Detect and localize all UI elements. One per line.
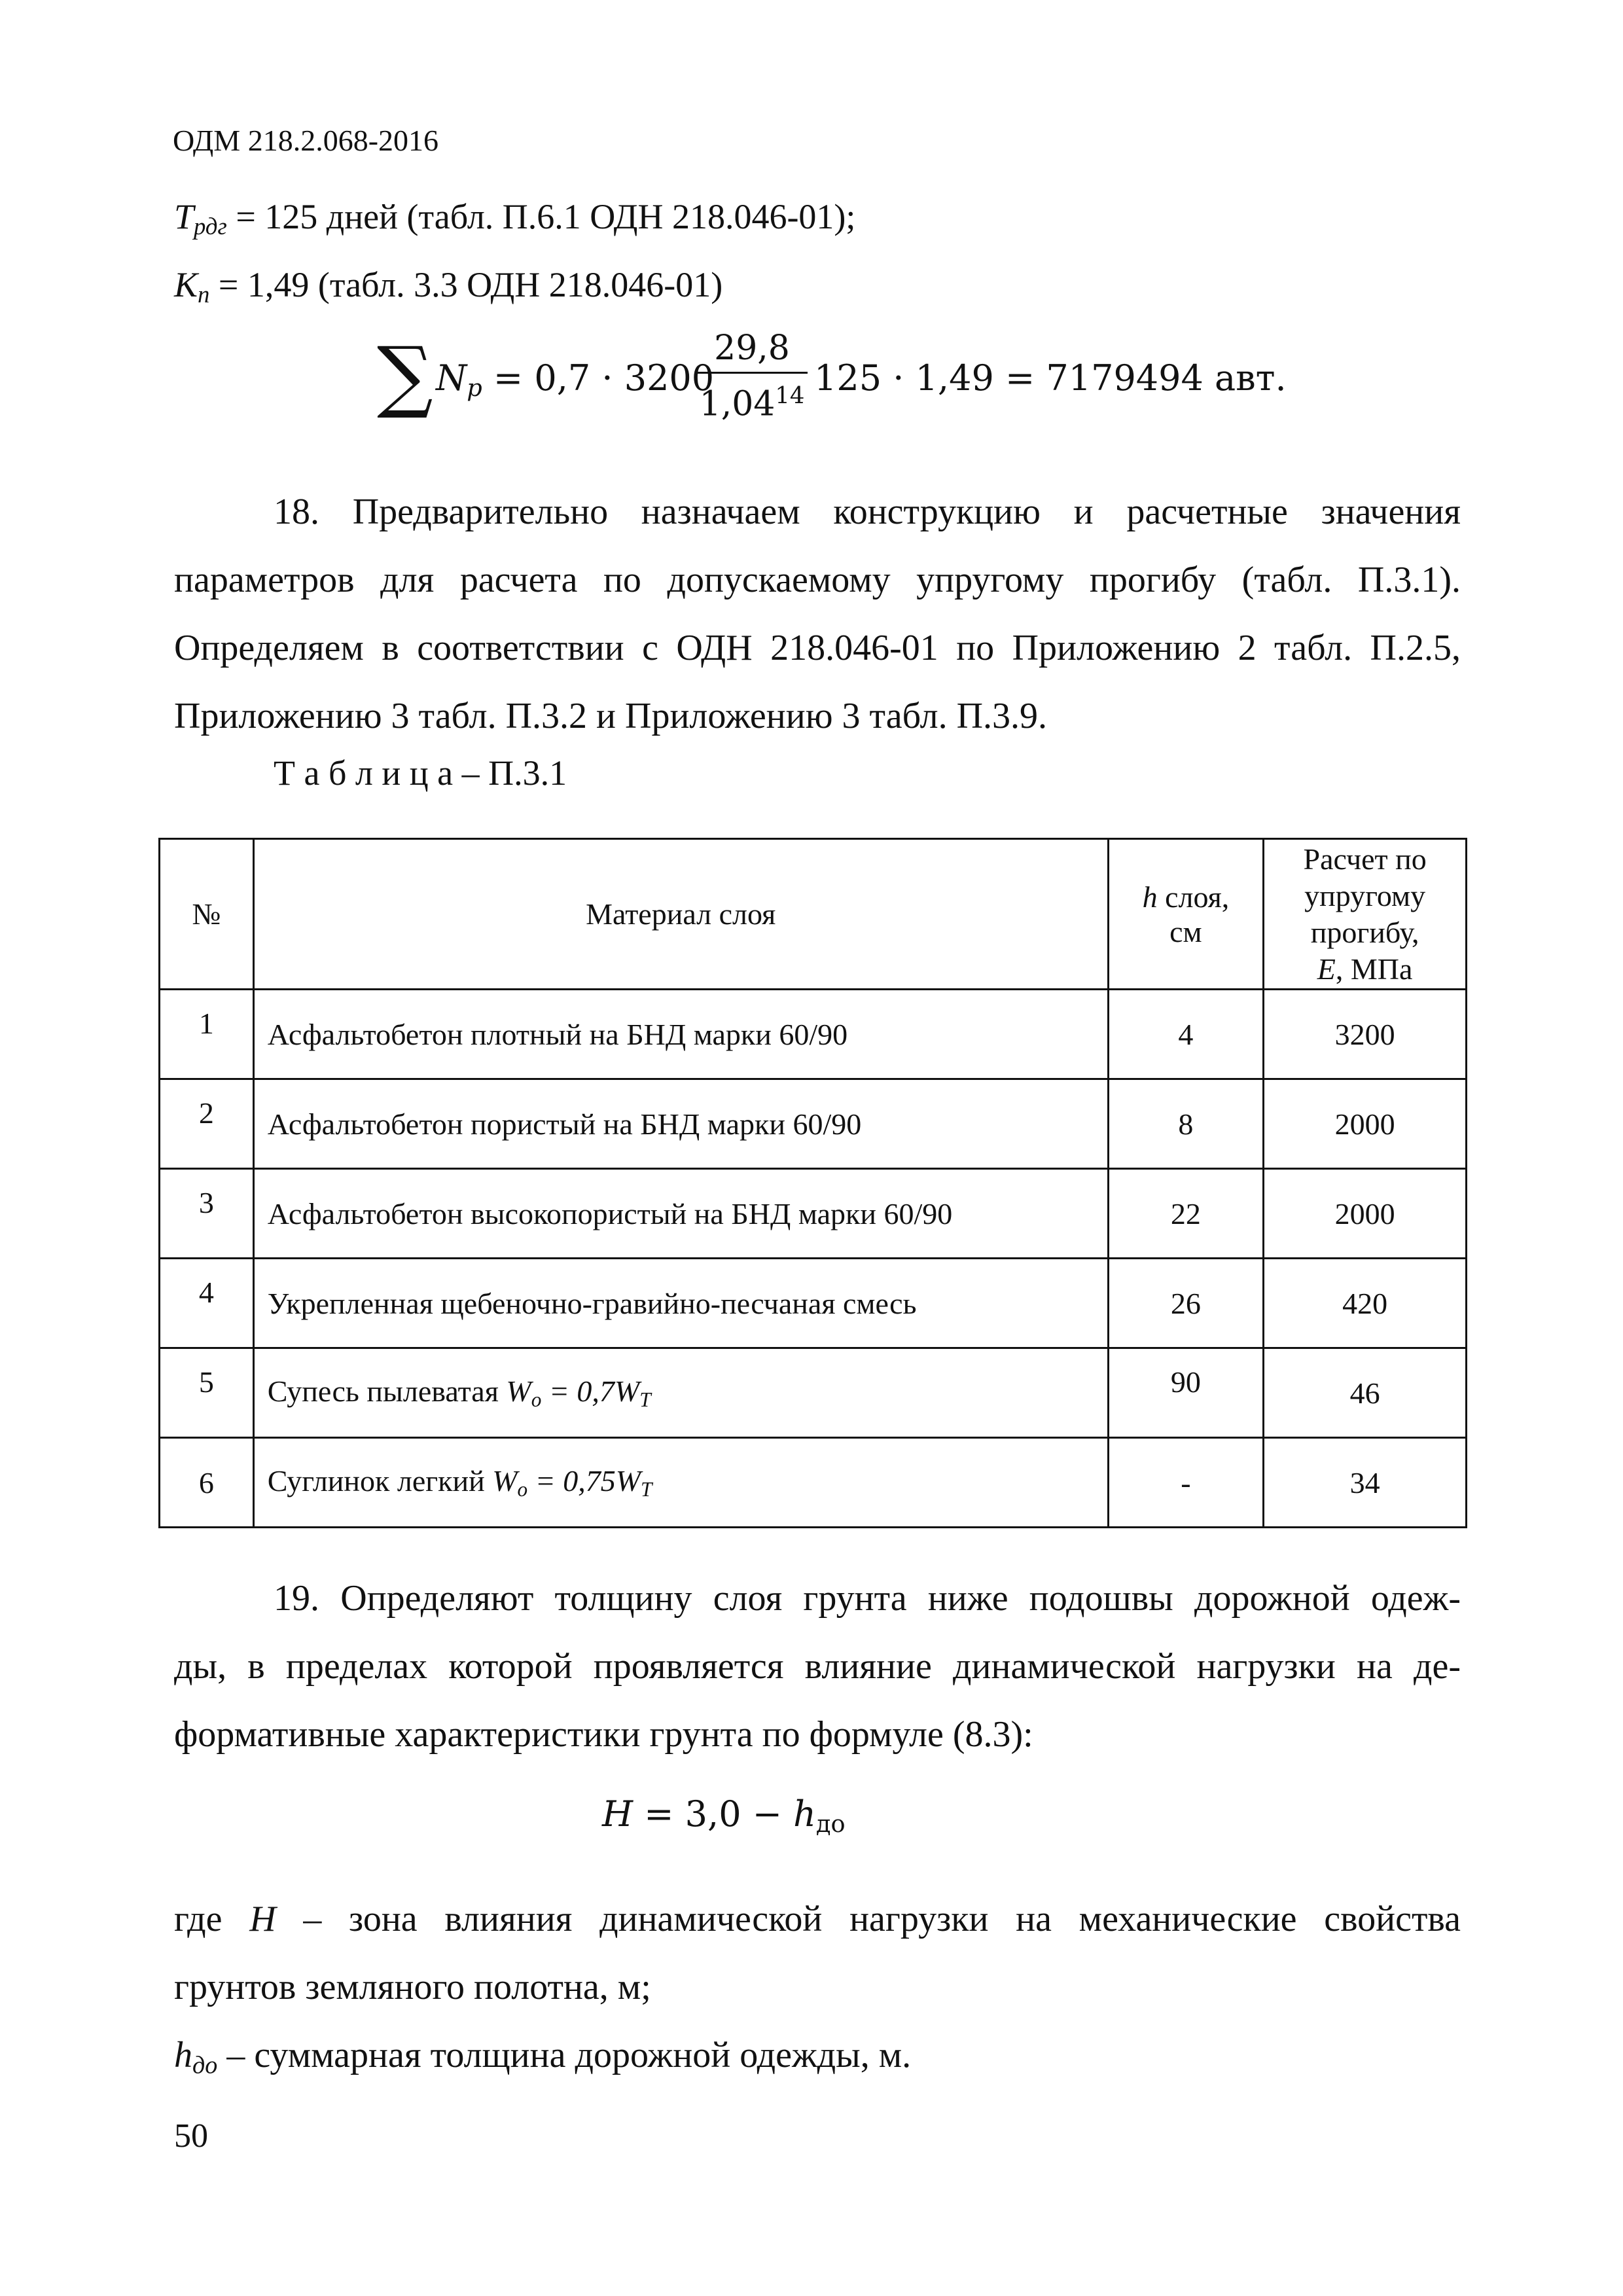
row-h: 4 bbox=[1108, 990, 1264, 1079]
layers-table bbox=[158, 838, 1467, 1528]
row-e: 34 bbox=[1264, 1438, 1467, 1528]
where-line-2: грунтов земляного полотна, м; bbox=[174, 1967, 651, 2007]
row-h: 26 bbox=[1108, 1259, 1264, 1348]
k-n-line bbox=[174, 264, 722, 308]
row-num: 3 bbox=[160, 1169, 254, 1259]
sigma-symbol: ∑ bbox=[377, 331, 433, 422]
table-row bbox=[160, 1259, 1467, 1348]
t-text: = 125 дней (табл. П.6.1 ОДН 218.046-01); bbox=[226, 197, 856, 236]
row-e: 46 bbox=[1264, 1348, 1467, 1438]
k-symbol: K bbox=[174, 265, 198, 304]
table-row bbox=[160, 1438, 1467, 1528]
row-num: 5 bbox=[160, 1348, 254, 1438]
table-row bbox=[160, 1079, 1467, 1169]
table-row bbox=[160, 1169, 1467, 1259]
row-h: 22 bbox=[1108, 1169, 1264, 1259]
row-e: 2000 bbox=[1264, 1169, 1467, 1259]
formula-rhs: 125 · 1,49 = 7179494 авт. bbox=[814, 357, 1287, 399]
row-material: Укрепленная щебеночно-гравийно-песчаная смесь bbox=[253, 1259, 1108, 1348]
para-18-line-2: параметров для расчета по допускаемому упругому прогибу (табл. П.3.1). bbox=[174, 560, 1461, 600]
fraction-denominator: 1,04$^{14}$ bbox=[696, 372, 808, 426]
row-e: 2000 bbox=[1264, 1079, 1467, 1169]
para-18-line-3: Определяем в соответствии с ОДН 218.046-01 по Приложению 2 табл. П.2.5, bbox=[174, 628, 1461, 668]
where-line-3: $h_{до}$ – суммарная толщина дорожной одежды, м. bbox=[174, 2035, 912, 2079]
header-num: № bbox=[160, 839, 254, 990]
row-material: Асфальтобетон плотный на БНД марки 60/90 bbox=[253, 990, 1108, 1079]
header-material: Материал слоя bbox=[253, 839, 1108, 990]
table-header-row bbox=[160, 839, 1467, 990]
header-h: h слоя, см bbox=[1108, 839, 1264, 990]
k-subscript: n bbox=[198, 281, 210, 308]
t-symbol: T bbox=[174, 197, 194, 236]
row-material: Асфальтобетон высокопористый на БНД марки 60/90 bbox=[253, 1169, 1108, 1259]
para-18-line-4: Приложению 3 табл. П.3.2 и Приложению 3 табл. П.3.9. bbox=[174, 696, 1048, 736]
formula-lhs: $N_p = 0,7 \cdot 3200$ bbox=[436, 357, 715, 403]
para-19-line-3: формативные характеристики грунта по формуле (8.3): bbox=[174, 1714, 1033, 1755]
h-formula-mid: = 3,0 − bbox=[633, 1793, 794, 1835]
para-19-line-2: ды, в пределах которой проявляется влияние динамической нагрузки на де- bbox=[174, 1646, 1461, 1687]
t-rdg-line bbox=[174, 196, 855, 240]
row-h: 90 bbox=[1108, 1348, 1264, 1438]
t-subscript: рдг bbox=[194, 213, 227, 240]
row-material: Асфальтобетон пористый на БНД марки 60/90 bbox=[253, 1079, 1108, 1169]
table-row bbox=[160, 1348, 1467, 1438]
row-num: 6 bbox=[160, 1438, 254, 1528]
fraction bbox=[696, 327, 808, 426]
h-formula-var2: h bbox=[793, 1793, 816, 1835]
table-row bbox=[160, 990, 1467, 1079]
row-e: 420 bbox=[1264, 1259, 1467, 1348]
header-calc: Расчет по упругому прогибу, E, МПа bbox=[1264, 839, 1467, 990]
k-text: = 1,49 (табл. 3.3 ОДН 218.046-01) bbox=[209, 265, 723, 304]
row-h: 8 bbox=[1108, 1079, 1264, 1169]
table-caption: Т а б л и ц а – П.3.1 bbox=[274, 753, 567, 793]
h-formula-var: H bbox=[602, 1793, 633, 1835]
row-num: 4 bbox=[160, 1259, 254, 1348]
where-line-1: где H – зона влияния динамической нагрузки на механические свойства bbox=[174, 1899, 1461, 1939]
para-19-line-1: 19. Определяют толщину слоя грунта ниже подошвы дорожной одеж- bbox=[274, 1578, 1461, 1619]
h-formula-sub: до bbox=[815, 1810, 846, 1839]
row-num: 2 bbox=[160, 1079, 254, 1169]
fraction-numerator: 29,8 bbox=[714, 329, 790, 368]
row-e: 3200 bbox=[1264, 990, 1467, 1079]
row-h: - bbox=[1108, 1438, 1264, 1528]
page-number: 50 bbox=[174, 2117, 208, 2155]
row-material: Супесь пылеватая $W_o = 0,7W_T$ bbox=[253, 1348, 1108, 1438]
document-header: ОДМ 218.2.068-2016 bbox=[173, 124, 439, 157]
h-formula bbox=[602, 1793, 846, 1838]
para-18-line-1: 18. Предварительно назначаем конструкцию и расчетные значения bbox=[274, 492, 1461, 532]
sum-formula bbox=[377, 327, 1293, 432]
row-num: 1 bbox=[160, 990, 254, 1079]
row-material: Суглинок легкий $W_o = 0,75W_T$ bbox=[253, 1438, 1108, 1528]
